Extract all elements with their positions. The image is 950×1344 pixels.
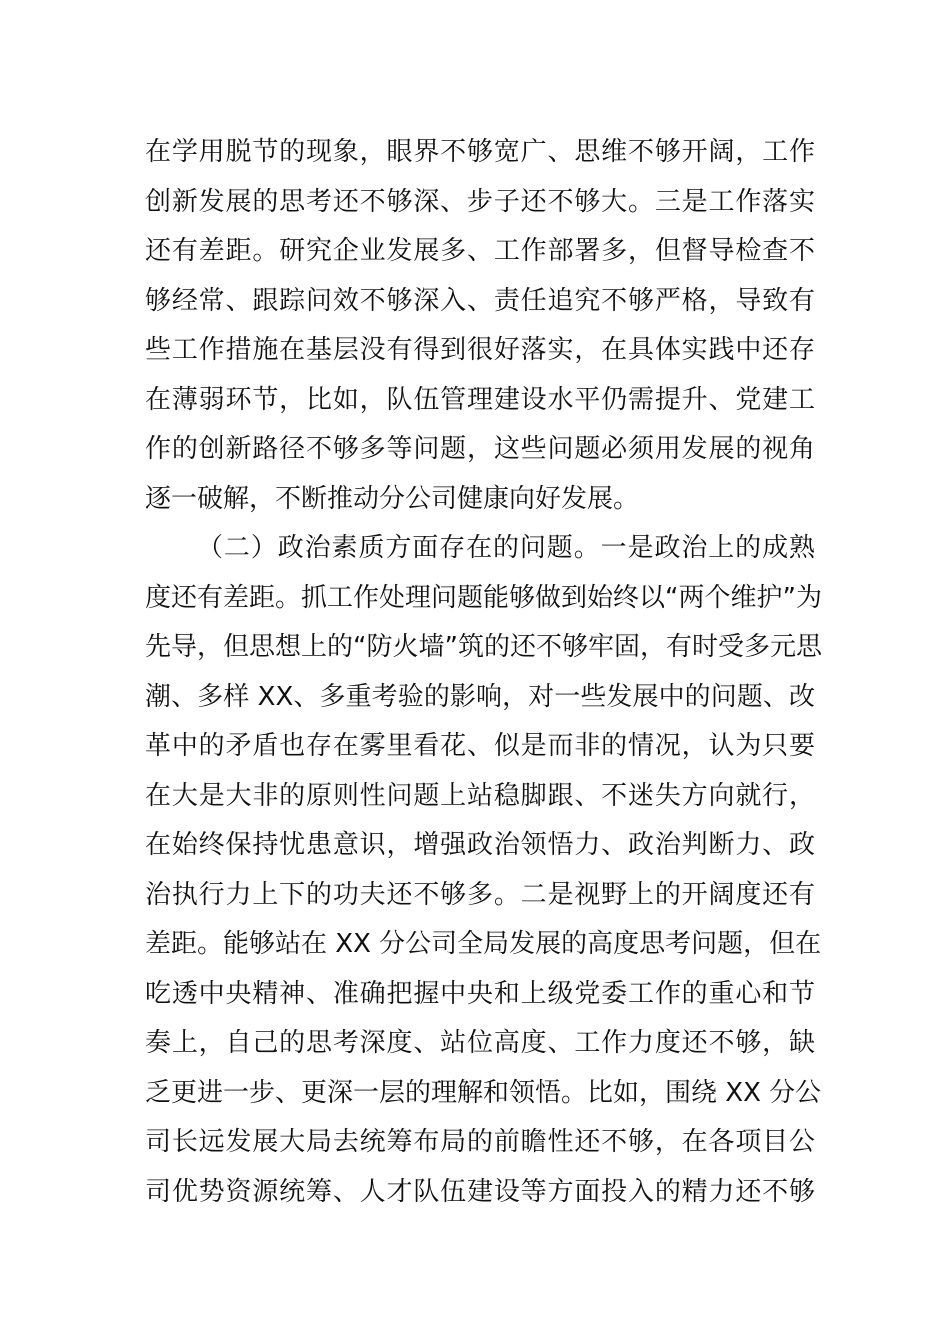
text-line: 先导，但思想上的“防火墙”筑的还不够牢固，有时受多元思 xyxy=(145,632,822,662)
text-line: 够经常、跟踪问效不够深入、责任追究不够严格，导致有 xyxy=(145,285,815,316)
text-line: 在始终保持忧患意识，增强政治领悟力、政治判断力、政 xyxy=(145,830,815,860)
section-heading-line: （二）政治素质方面存在的问题。一是政治上的成熟 xyxy=(197,533,815,563)
text-line: 些工作措施在基层没有得到很好落实，在具体实践中还存 xyxy=(145,335,815,365)
text-line: 司长远发展大局去统筹布局的前瞻性还不够，在各项目公 xyxy=(145,1127,815,1157)
paragraph-end-line: 逐一破解，不断推动分公司健康向好发展。 xyxy=(145,483,640,514)
text-line: 在大是大非的原则性问题上站稳脚跟、不迷失方向就行， xyxy=(145,780,815,811)
text-line: 革中的矛盾也存在雾里看花、似是而非的情况，认为只要 xyxy=(145,731,815,761)
text-line: 吃透中央精神、准确把握中央和上级党委工作的重心和节 xyxy=(145,978,815,1009)
text-line: 度还有差距。抓工作处理问题能够做到始终以“两个维护”为 xyxy=(145,582,822,613)
text-line: 乏更进一步、更深一层的理解和领悟。比如，围绕 XX 分公 xyxy=(145,1077,822,1108)
text-line: 差距。能够站在 XX 分公司全局发展的高度思考问题，但在 xyxy=(145,929,822,959)
text-line: 在学用脱节的现象，眼界不够宽广、思维不够开阔，工作 xyxy=(145,137,815,167)
text-line: 创新发展的思考还不够深、步子还不够大。三是工作落实 xyxy=(145,186,815,217)
text-line: 治执行力上下的功夫还不够多。二是视野上的开阔度还有 xyxy=(145,879,815,910)
text-line: 奏上，自己的思考深度、站位高度、工作力度还不够，缺 xyxy=(145,1028,815,1058)
text-line: 在薄弱环节，比如，队伍管理建设水平仍需提升、党建工 xyxy=(145,384,815,415)
text-line: 作的创新路径不够多等问题，这些问题必须用发展的视角 xyxy=(145,434,815,464)
body-text xyxy=(145,128,822,1217)
text-line: 潮、多样 XX、多重考验的影响，对一些发展中的问题、改 xyxy=(145,681,815,712)
text-line: 司优势资源统筹、人才队伍建设等方面投入的精力还不够 xyxy=(145,1176,815,1207)
text-line: 还有差距。研究企业发展多、工作部署多，但督导检查不 xyxy=(145,236,815,266)
